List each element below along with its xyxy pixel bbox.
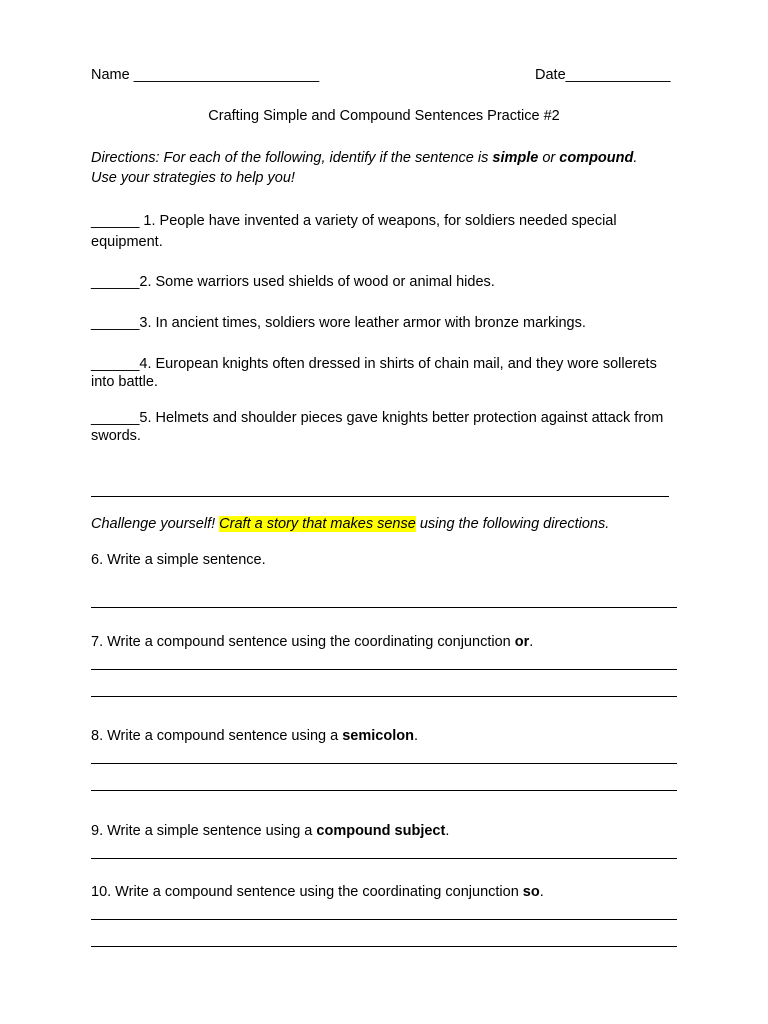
prompt-text: 10. Write a compound sentence using the coordinating conjunction <box>91 884 523 900</box>
list-item <box>91 273 681 291</box>
list-item <box>91 314 681 332</box>
item-text: 1. People have invented a variety of weapons, for soldiers needed special equipment. <box>91 213 617 250</box>
prompt <box>91 633 681 651</box>
prompt-bold: compound subject <box>316 823 446 839</box>
name-field[interactable] <box>91 66 319 84</box>
answer-line[interactable] <box>91 946 677 947</box>
page-title: Crafting Simple and Compound Sentences Practice #2 <box>208 108 560 124</box>
prompt-text: 8. Write a compound sentence using a <box>91 728 343 744</box>
prompt-text: 6. Write a simple sentence. <box>91 552 266 568</box>
directions-compound: compound <box>559 150 634 166</box>
prompt <box>91 551 681 569</box>
prompt-bold: semicolon <box>342 728 414 744</box>
directions-end: . <box>633 150 638 166</box>
answer-line[interactable] <box>91 790 677 791</box>
directions-line2: Use your strategies to help you! <box>91 170 295 186</box>
challenge-highlight: Craft a story that makes sense <box>219 516 416 532</box>
prompt-end: . <box>529 634 534 650</box>
list-item <box>91 355 681 391</box>
answer-blank[interactable]: ______ <box>91 410 140 426</box>
prompt-bold: or <box>514 634 530 650</box>
list-item <box>91 409 681 445</box>
answer-line[interactable] <box>91 858 677 859</box>
answer-blank[interactable]: ______ <box>91 274 140 290</box>
name-label: Name <box>91 67 130 83</box>
item-text: 3. In ancient times, soldiers wore leather armor with bronze markings. <box>139 315 586 331</box>
prompt <box>91 727 681 745</box>
prompt-bold: so <box>522 884 540 900</box>
answer-blank[interactable]: ______ <box>91 213 144 229</box>
prompt-end: . <box>413 728 418 744</box>
item-text: 5. Helmets and shoulder pieces gave knights better protection against attack from swords. <box>91 410 664 444</box>
challenge-lead: Challenge yourself! <box>91 516 220 532</box>
answer-line[interactable] <box>91 669 677 670</box>
prompt-end: . <box>539 884 544 900</box>
answer-line[interactable] <box>91 607 677 608</box>
item-text: 2. Some warriors used shields of wood or animal hides. <box>139 274 495 290</box>
date-label: Date <box>535 67 566 83</box>
answer-blank[interactable]: ______ <box>91 315 140 331</box>
directions-simple: simple <box>492 150 539 166</box>
item-text: 4. European knights often dressed in shirts of chain mail, and they wore sollerets into battle. <box>91 356 657 390</box>
answer-blank[interactable]: ______ <box>91 356 140 372</box>
answer-line[interactable] <box>91 696 677 697</box>
name-blank[interactable]: _______________________ <box>133 67 320 83</box>
prompt <box>91 822 681 840</box>
directions-mid: or <box>538 150 560 166</box>
date-blank[interactable]: _____________ <box>565 67 671 83</box>
challenge-rest: using the following directions. <box>415 516 610 532</box>
prompt-text: 7. Write a compound sentence using the coordinating conjunction <box>91 634 515 650</box>
prompt <box>91 883 681 901</box>
prompt-text: 9. Write a simple sentence using a <box>91 823 317 839</box>
answer-line[interactable] <box>91 763 677 764</box>
date-field[interactable] <box>535 66 670 84</box>
directions <box>91 148 681 188</box>
divider <box>91 496 669 497</box>
prompt-end: . <box>445 823 450 839</box>
list-item <box>91 211 681 253</box>
answer-line[interactable] <box>91 919 677 920</box>
directions-prefix: Directions: For each of the following, identify if the sentence is <box>91 150 493 166</box>
challenge-text <box>91 515 681 533</box>
